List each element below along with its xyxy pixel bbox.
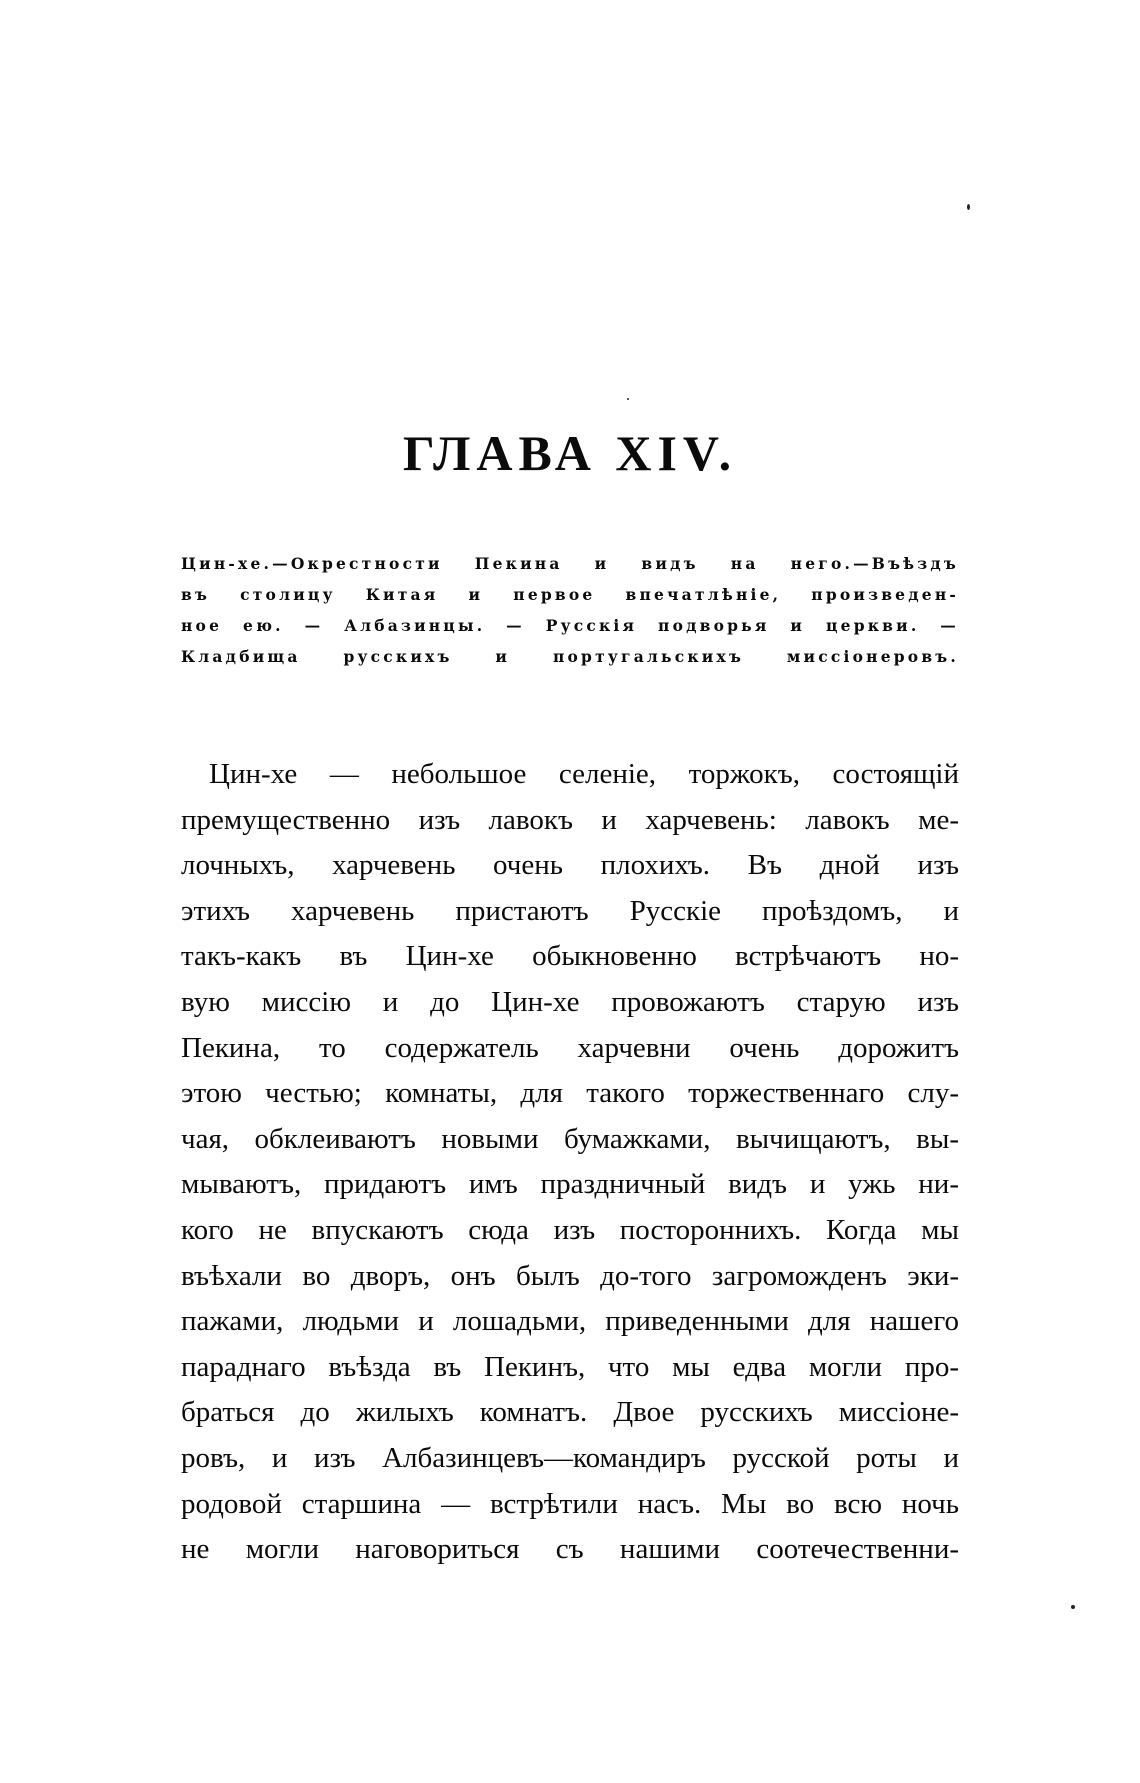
ink-speck-center <box>627 398 629 400</box>
chapter-title: ГЛАВА XIV. <box>402 425 738 481</box>
body-line: въѣхали во дворъ, онъ былъ до-того загроможденъ эки- <box>181 1259 959 1292</box>
body-line: такъ-какъ въ Цин-хе обыкновенно встрѣчаютъ но- <box>181 940 959 973</box>
chapter-summary <box>181 548 959 672</box>
body-line: премущественно изъ лавокъ и харчевень: лавокъ ме- <box>181 803 959 836</box>
summary-line: въ столицу Китая и первое впечатлѣніе, произведен- <box>181 585 959 604</box>
ink-speck-top-right <box>967 204 970 210</box>
summary-line: Кладбища русскихъ и португальскихъ миссіонеровъ. <box>181 647 959 666</box>
body-line: лочныхъ, харчевень очень плохихъ. Въ дной изъ <box>181 849 959 882</box>
body-line: Пекина, то содержатель харчевни очень дорожитъ <box>181 1031 959 1064</box>
body-line: мываютъ, придаютъ имъ праздничный видъ и ужь ни- <box>181 1168 959 1201</box>
body-line: вую миссію и до Цин-хе провожаютъ старую изъ <box>181 985 959 1018</box>
ink-speck-bottom-right <box>1071 1605 1075 1609</box>
body-line: пажами, людьми и лошадьми, приведенными для нашего <box>181 1305 959 1338</box>
body-line: родовой старшина — встрѣтили насъ. Мы во всю ночь <box>181 1487 959 1520</box>
summary-line: Цин-хе.—Окрестности Пекина и видъ на него.—Въѣздъ <box>181 554 959 573</box>
body-line: кого не впускаютъ сюда изъ постороннихъ. Когда мы <box>181 1213 959 1246</box>
body-line: этою честью; комнаты, для такого торжественнаго слу- <box>181 1077 959 1110</box>
summary-line: ное ею. — Албазинцы. — Русскія подворья и церкви. — <box>181 616 959 635</box>
body-line: браться до жилыхъ комнатъ. Двое русскихъ миссіоне- <box>181 1396 959 1429</box>
body-line: ровъ, и изъ Албазинцевъ—командиръ русской роты и <box>181 1441 959 1474</box>
body-line: Цин-хе — небольшое селеніе, торжокъ, состоящій <box>209 758 959 790</box>
body-line: параднаго въѣзда въ Пекинъ, что мы едва могли про- <box>181 1350 959 1383</box>
body-text <box>181 752 959 1573</box>
body-line: чая, обклеиваютъ новыми бумажками, вычищаютъ, вы- <box>181 1122 959 1155</box>
body-line: этихъ харчевень пристаютъ Русскіе проѣздомъ, и <box>181 894 959 927</box>
body-line: не могли наговориться съ нашими соотечественни- <box>181 1533 959 1566</box>
